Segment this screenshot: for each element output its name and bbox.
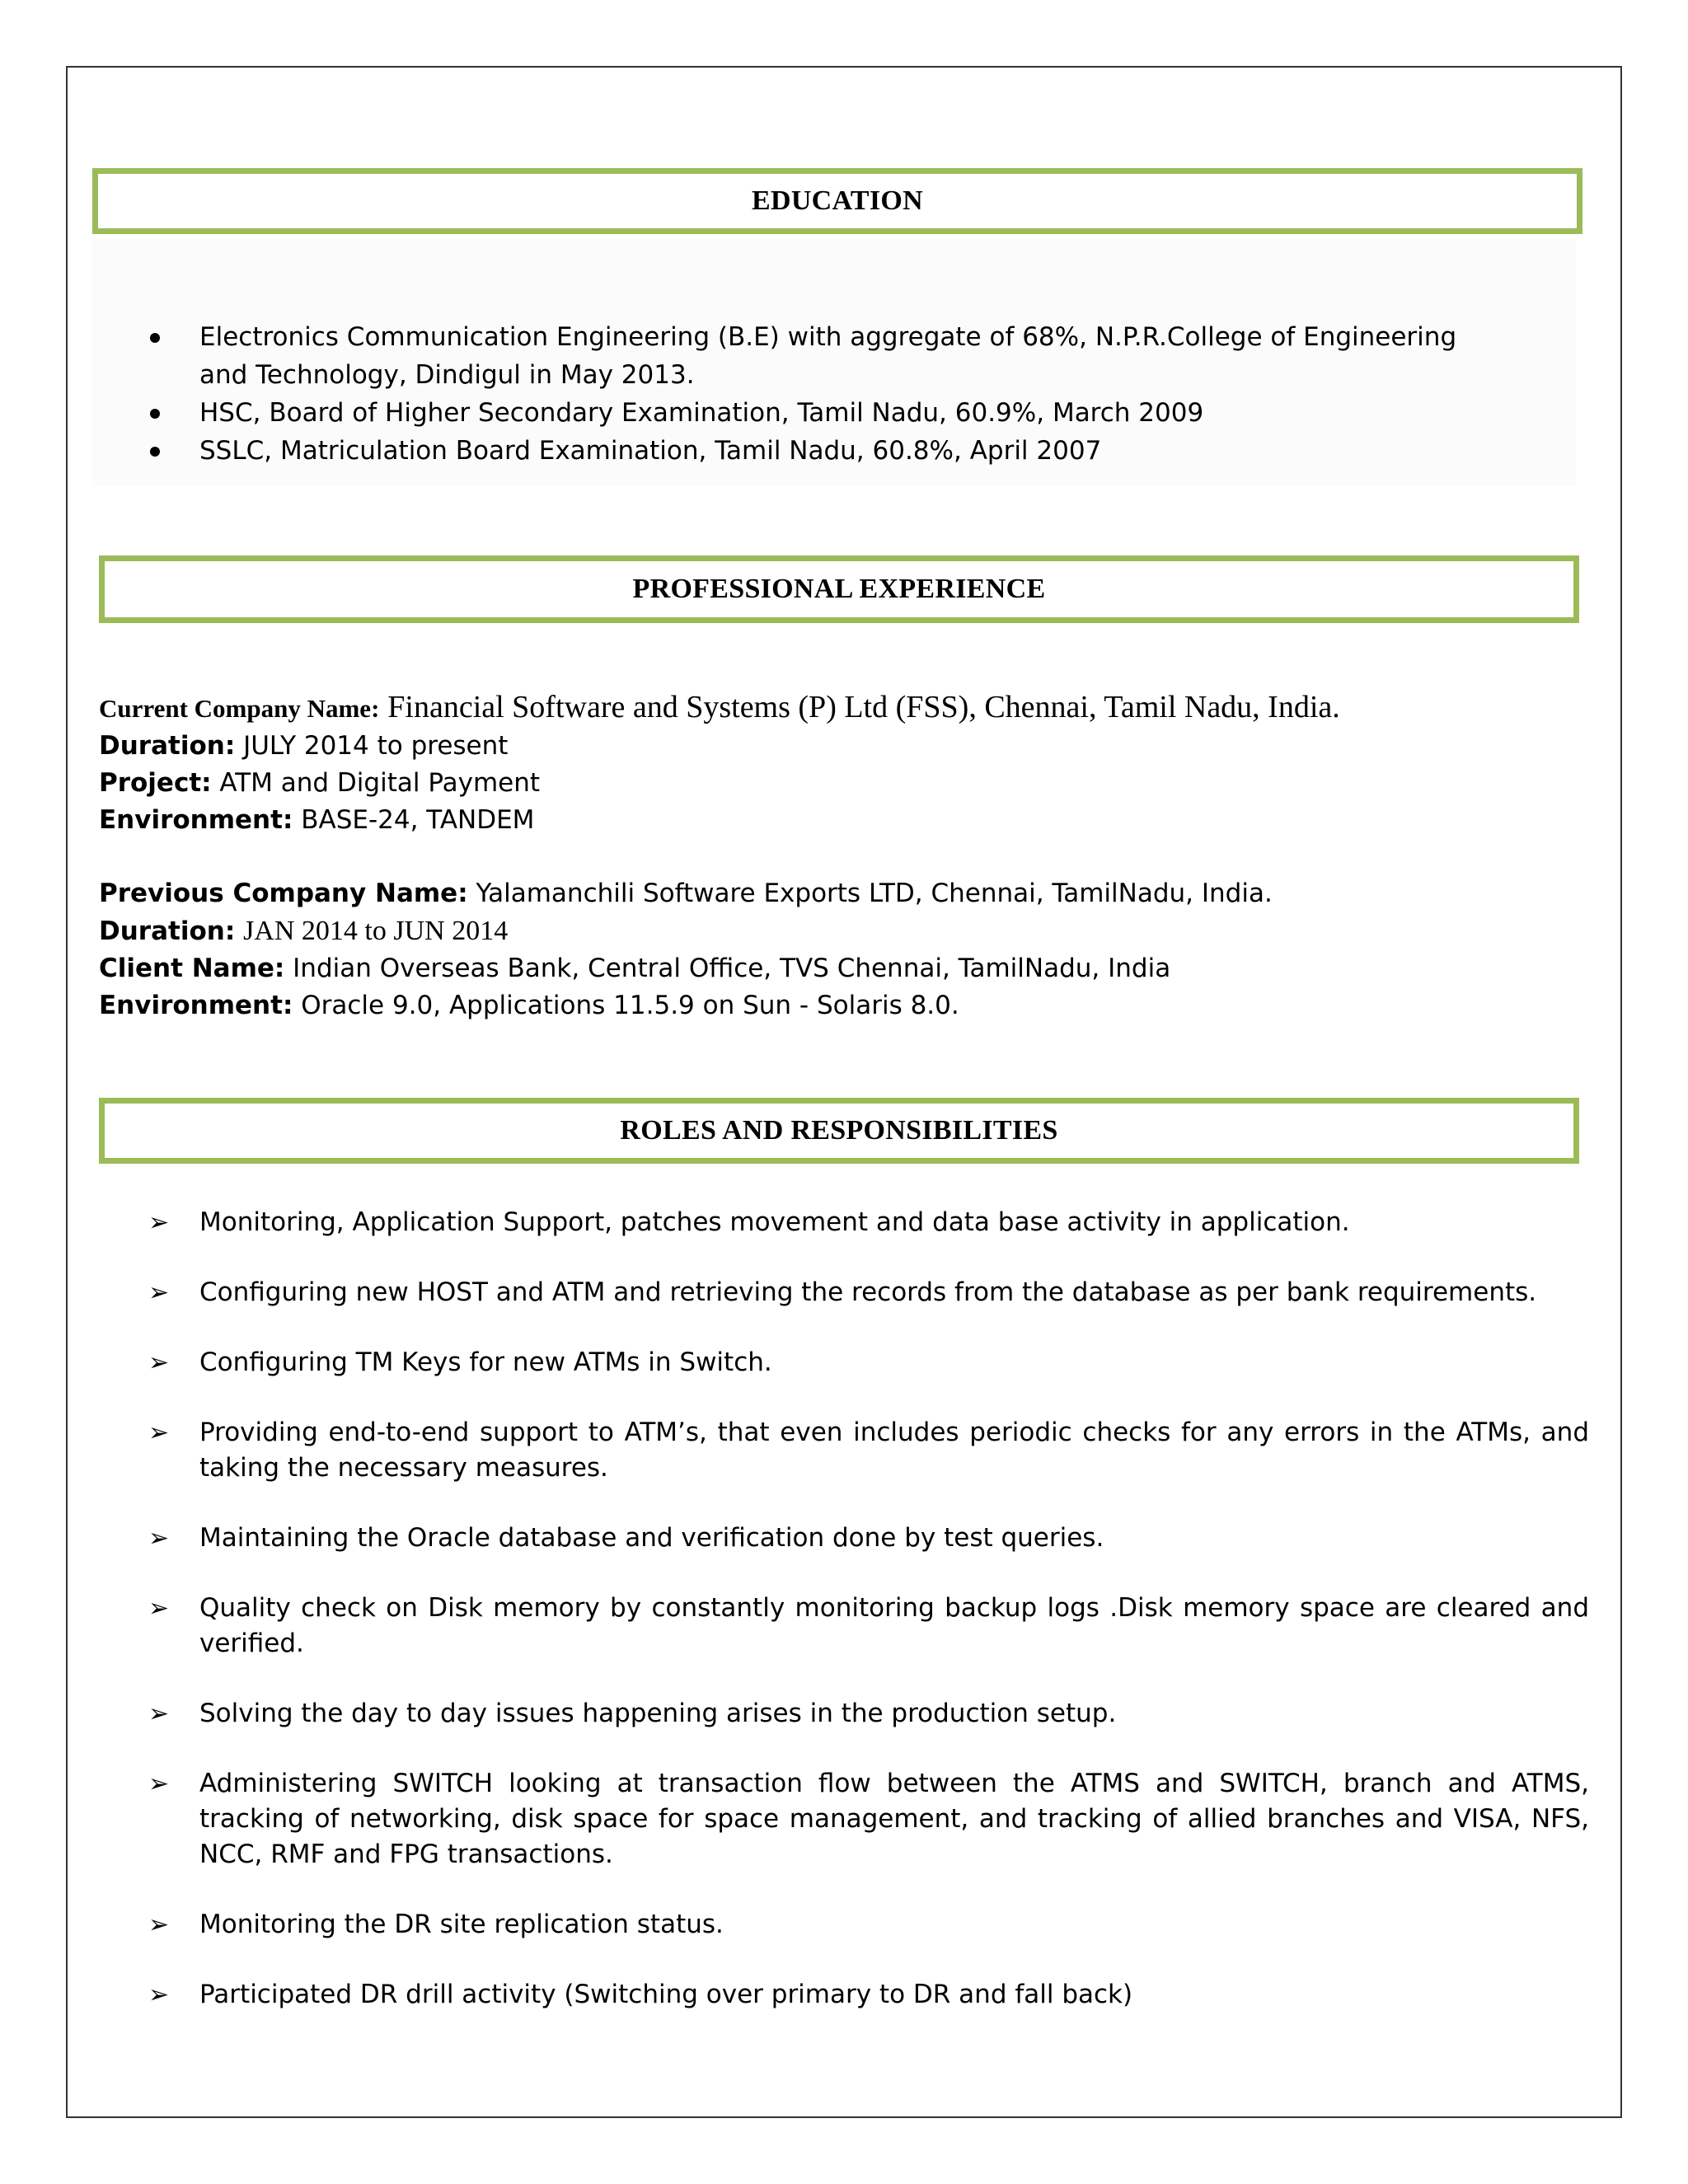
- current-project-line: [99, 765, 1566, 802]
- previous-client-line: [99, 950, 1566, 987]
- previous-duration-value: JAN 2014 to JUN 2014: [243, 916, 509, 946]
- education-header: [92, 168, 1582, 234]
- education-item-text: Electronics Communication Engineering (B.E) with aggregate of 68%, N.P.R.College of Engineering and Technology, Dindigul in May 2013.: [199, 322, 1457, 390]
- previous-environment-label: Environment:: [99, 991, 293, 1020]
- current-project-label: Project:: [99, 768, 212, 798]
- role-item: [148, 1205, 1589, 1240]
- current-environment-label: Environment:: [99, 805, 293, 835]
- bullet-dot-icon: [150, 409, 160, 419]
- current-duration-line: [99, 728, 1566, 765]
- education-title: EDUCATION: [752, 185, 923, 216]
- role-item-text: Monitoring the DR site replication status.: [199, 1910, 724, 1939]
- role-item: [148, 1591, 1589, 1661]
- previous-client-label: Client Name:: [99, 954, 285, 983]
- current-project-value: ATM and Digital Payment: [219, 768, 541, 798]
- role-item: [148, 1415, 1589, 1486]
- role-item-text: Providing end-to-end support to ATM’s, that even includes periodic checks for any errors in the ATMs, and taking the necessary measures.: [199, 1418, 1589, 1483]
- role-item-text: Participated DR drill activity (Switching over primary to DR and fall back): [199, 1980, 1133, 2009]
- arrowhead-icon: ➢: [148, 1418, 170, 1447]
- arrowhead-icon: ➢: [148, 1348, 170, 1377]
- bullet-dot-icon: [150, 333, 160, 343]
- previous-duration-line: [99, 912, 1566, 950]
- education-item-text: SSLC, Matriculation Board Examination, Tamil Nadu, 60.8%, April 2007: [199, 436, 1102, 466]
- role-item: [148, 1275, 1589, 1310]
- roles-header: [99, 1098, 1579, 1164]
- role-item-text: Configuring TM Keys for new ATMs in Switch.: [199, 1347, 772, 1377]
- arrowhead-icon: ➢: [148, 1278, 170, 1307]
- arrowhead-icon: ➢: [148, 1594, 170, 1623]
- roles-title: ROLES AND RESPONSIBILITIES: [620, 1115, 1058, 1146]
- current-duration-label: Duration:: [99, 731, 236, 761]
- arrowhead-icon: ➢: [148, 1910, 170, 1939]
- current-company-label: Current Company Name:: [99, 694, 380, 723]
- previous-client-value: Indian Overseas Bank, Central Office, TVS Chennai, TamilNadu, India: [293, 954, 1171, 983]
- current-environment-value: BASE-24, TANDEM: [301, 805, 535, 835]
- role-item: [148, 1521, 1589, 1556]
- education-item: [148, 394, 1467, 432]
- role-item: [148, 1977, 1589, 2013]
- experience-header: [99, 555, 1579, 623]
- previous-company-label: Previous Company Name:: [99, 879, 468, 908]
- education-list: [148, 318, 1467, 470]
- arrowhead-icon: ➢: [148, 1699, 170, 1728]
- previous-environment-line: [99, 987, 1566, 1024]
- current-environment-line: [99, 802, 1566, 839]
- role-item: [148, 1345, 1589, 1380]
- arrowhead-icon: ➢: [148, 1208, 170, 1237]
- previous-company-line: [99, 875, 1566, 912]
- experience-details: [99, 689, 1566, 1024]
- current-company-line: [99, 689, 1566, 728]
- role-item: [148, 1907, 1589, 1943]
- roles-list: [148, 1205, 1589, 2047]
- role-item-text: Monitoring, Application Support, patches movement and data base activity in application.: [199, 1207, 1350, 1237]
- experience-title: PROFESSIONAL EXPERIENCE: [632, 574, 1046, 604]
- arrowhead-icon: ➢: [148, 1980, 170, 2009]
- current-company-value: Financial Software and Systems (P) Ltd (FSS), Chennai, Tamil Nadu, India.: [387, 690, 1340, 724]
- previous-duration-label: Duration:: [99, 916, 236, 946]
- previous-company-value: Yalamanchili Software Exports LTD, Chennai, TamilNadu, India.: [476, 879, 1273, 908]
- role-item: [148, 1696, 1589, 1732]
- role-item-text: Solving the day to day issues happening arises in the production setup.: [199, 1699, 1117, 1728]
- role-item-text: Administering SWITCH looking at transaction flow between the ATMS and SWITCH, branch and ATMS, tracking of networking, disk space for space management, and tracking of allied branches and VISA, NFS, NCC, RMF and FPG transactions.: [199, 1769, 1589, 1869]
- bullet-dot-icon: [150, 447, 160, 457]
- education-item: [148, 432, 1467, 470]
- role-item-text: Maintaining the Oracle database and verification done by test queries.: [199, 1523, 1104, 1553]
- arrowhead-icon: ➢: [148, 1524, 170, 1553]
- education-item-text: HSC, Board of Higher Secondary Examination, Tamil Nadu, 60.9%, March 2009: [199, 398, 1204, 428]
- arrowhead-icon: ➢: [148, 1769, 170, 1798]
- role-item-text: Configuring new HOST and ATM and retrieving the records from the database as per bank requirements.: [199, 1277, 1537, 1307]
- role-item: [148, 1766, 1589, 1872]
- role-item-text: Quality check on Disk memory by constantly monitoring backup logs .Disk memory space are cleared and verified.: [199, 1593, 1589, 1658]
- education-item: [148, 318, 1467, 394]
- previous-environment-value: Oracle 9.0, Applications 11.5.9 on Sun - Solaris 8.0.: [301, 991, 959, 1020]
- current-duration-value: JULY 2014 to present: [243, 731, 509, 761]
